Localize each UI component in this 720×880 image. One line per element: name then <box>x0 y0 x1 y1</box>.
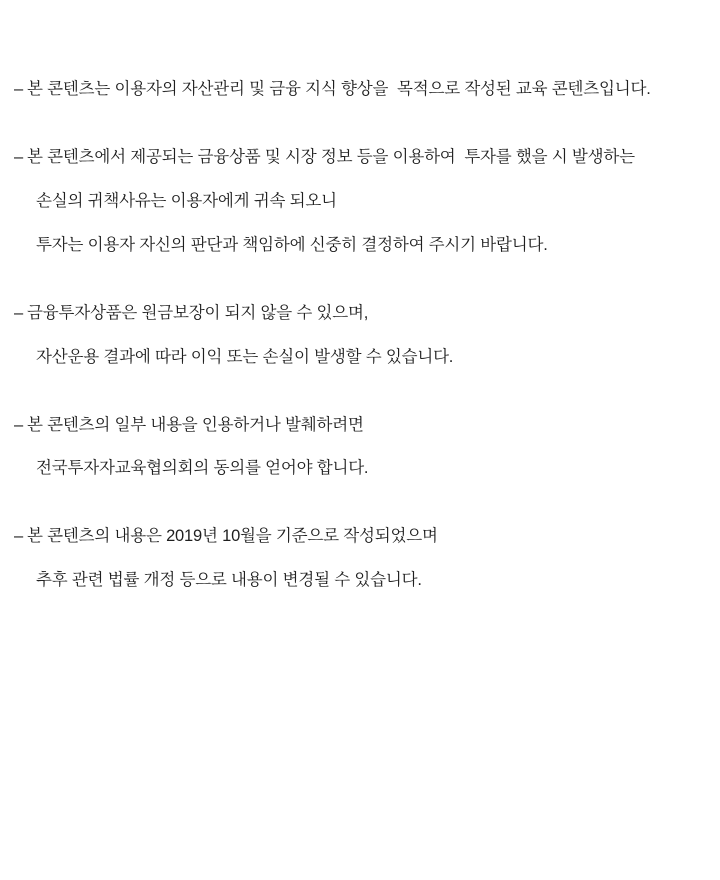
disclaimer-line <box>14 302 700 326</box>
disclaimer-line <box>14 414 700 438</box>
bullet-dash: – <box>14 415 23 434</box>
disclaimer-line <box>14 146 700 170</box>
disclaimer-block-citation-consent <box>14 414 700 482</box>
bullet-dash: – <box>14 527 23 546</box>
disclaimer-line <box>14 457 700 481</box>
disclaimer-text: 본 콘텐츠의 내용은 2019년 10월을 기준으로 작성되었으며 <box>27 527 438 546</box>
disclaimer-text: 추후 관련 법률 개정 등으로 내용이 변경될 수 있습니다. <box>36 571 422 590</box>
disclaimer-text: 투자는 이용자 자신의 판단과 책임하에 신중히 결정하여 주시기 바랍니다. <box>36 235 548 254</box>
disclaimer-text: 본 콘텐츠는 이용자의 자산관리 및 금융 지식 향상을 목적으로 작성된 교육 콘텐츠입니다. <box>27 80 651 98</box>
disclaimer-block-investment-responsibility <box>14 146 700 258</box>
disclaimer-line <box>14 190 700 214</box>
disclaimer-line <box>14 525 700 549</box>
disclaimer-line <box>14 234 700 258</box>
disclaimer-text: 본 콘텐츠에서 제공되는 금융상품 및 시장 정보 등을 이용하여 투자를 했을 시 발생하는 <box>27 147 635 166</box>
disclaimer-line <box>14 78 700 102</box>
bullet-dash: – <box>14 147 23 166</box>
disclaimer-block-principal-risk <box>14 302 700 370</box>
disclaimer-text: 전국투자자교육협의회의 동의를 얻어야 합니다. <box>36 459 369 478</box>
disclaimer-text: 본 콘텐츠의 일부 내용을 인용하거나 발췌하려면 <box>27 415 364 434</box>
disclaimer-text: 손실의 귀책사유는 이용자에게 귀속 되오니 <box>36 191 337 210</box>
disclaimer-text: 금융투자상품은 원금보장이 되지 않을 수 있으며, <box>27 303 369 322</box>
disclaimer-line <box>14 569 700 593</box>
bullet-dash: – <box>14 303 23 322</box>
disclaimer-block-purpose <box>14 78 700 102</box>
disclaimer-text: 자산운용 결과에 따라 이익 또는 손실이 발생할 수 있습니다. <box>36 347 454 366</box>
bullet-dash: – <box>14 80 23 98</box>
disclaimer-line <box>14 346 700 370</box>
disclaimer-block-effective-date <box>14 525 700 593</box>
